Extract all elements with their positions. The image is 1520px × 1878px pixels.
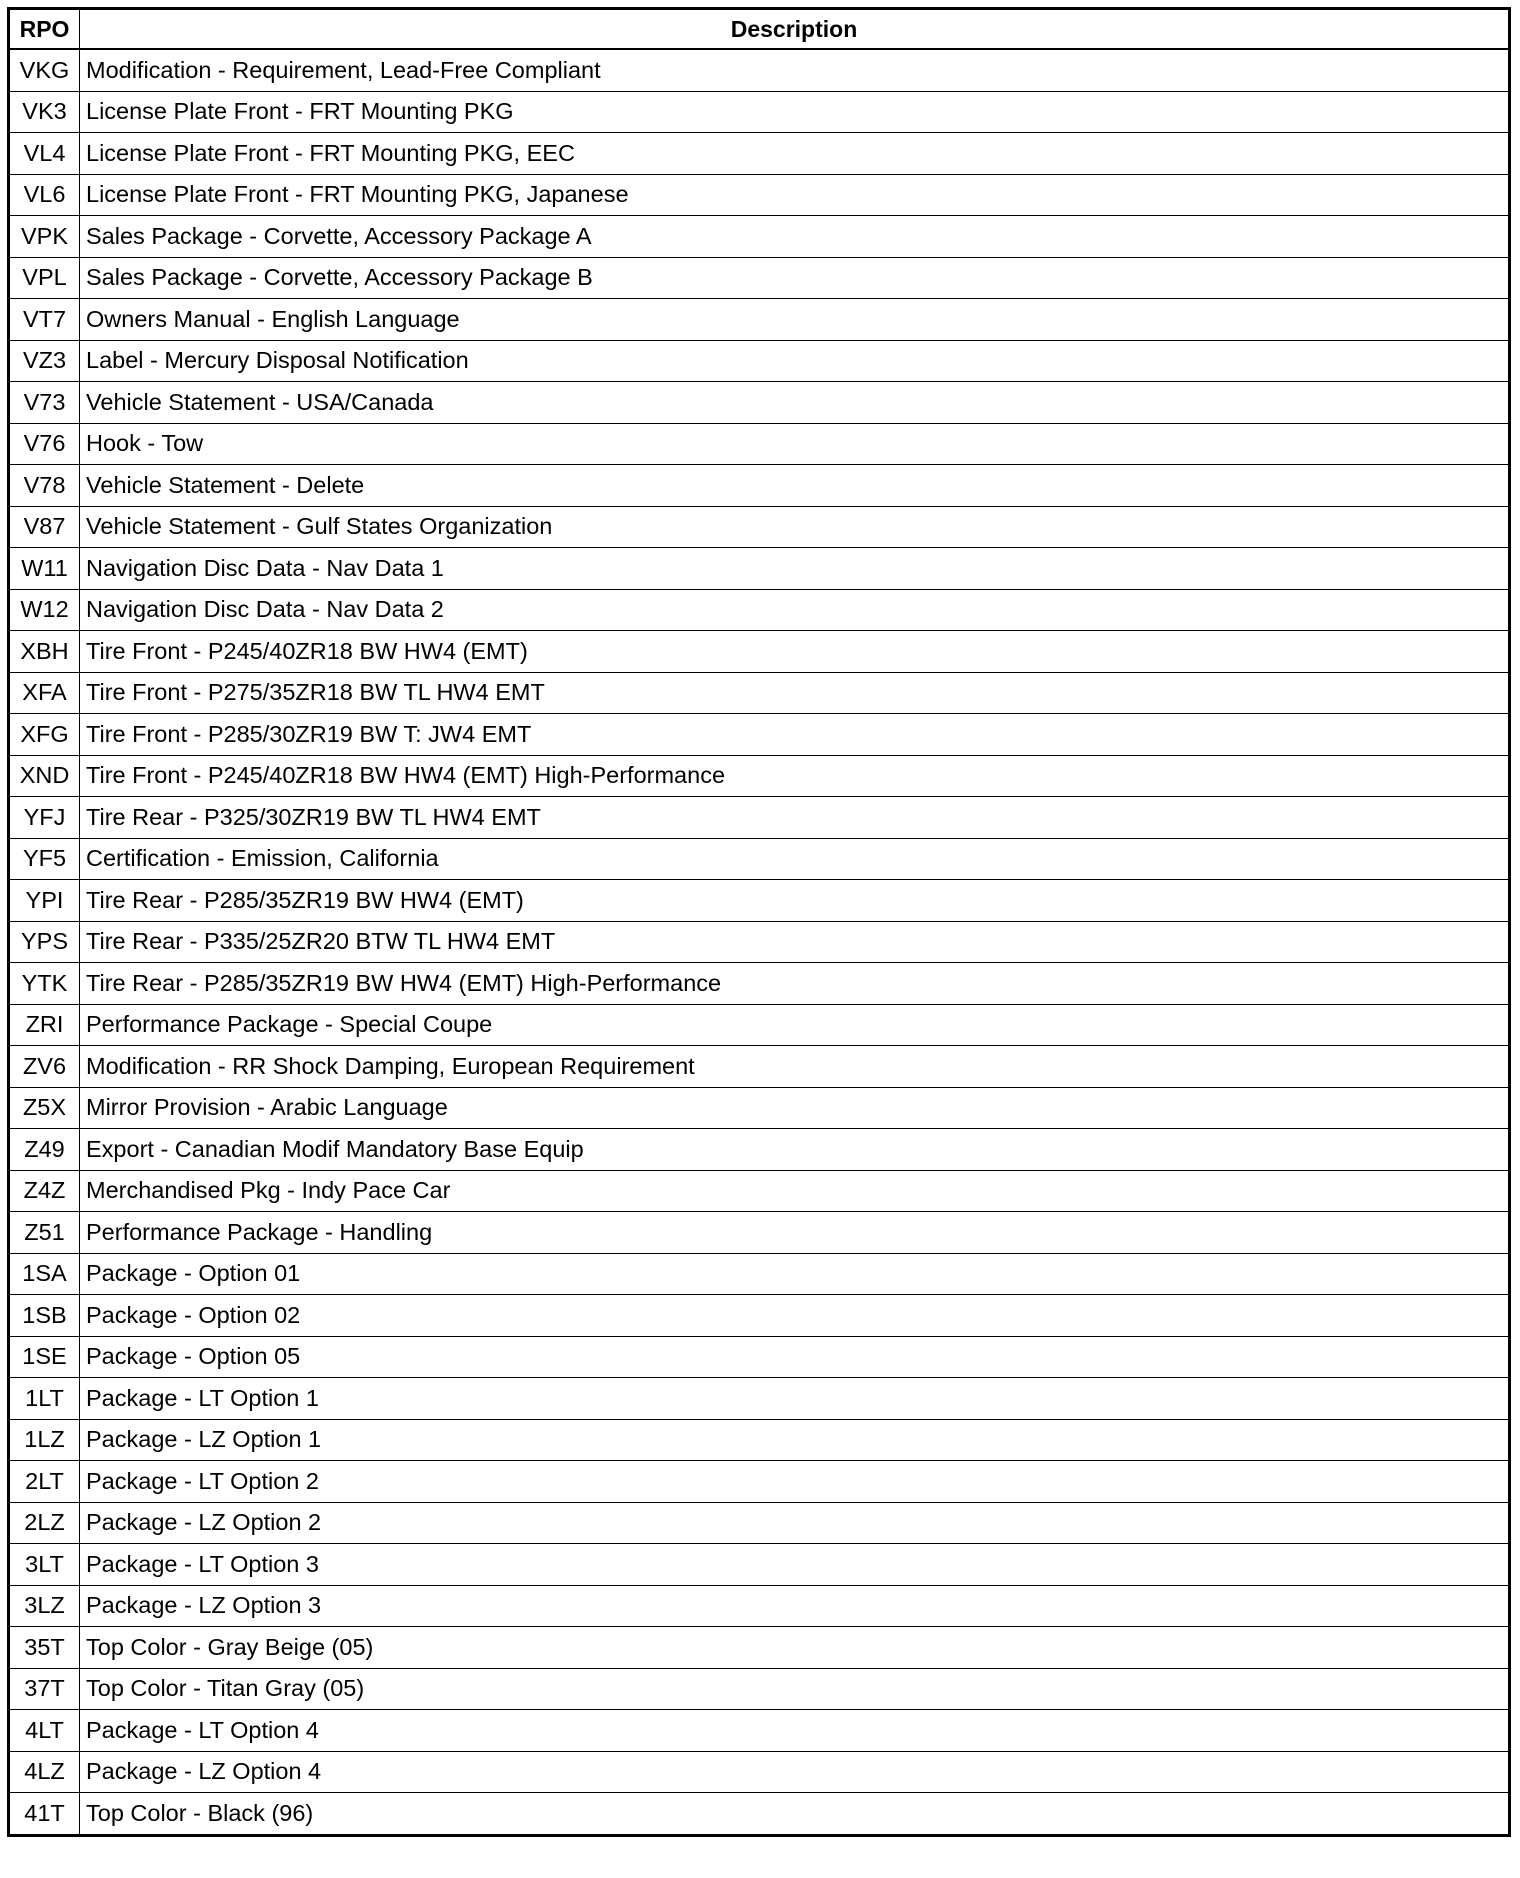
description-cell: Top Color - Black (96) [80, 1793, 1510, 1836]
rpo-code-cell: YTK [9, 963, 80, 1005]
description-cell: Package - Option 01 [80, 1253, 1510, 1295]
table-row [9, 257, 1510, 299]
rpo-code-cell: 1SA [9, 1253, 80, 1295]
table-row [9, 1336, 1510, 1378]
description-cell: Package - LZ Option 3 [80, 1585, 1510, 1627]
description-cell: Performance Package - Handling [80, 1212, 1510, 1254]
rpo-code-cell: 1LZ [9, 1419, 80, 1461]
table-row [9, 921, 1510, 963]
rpo-code-cell: Z5X [9, 1087, 80, 1129]
rpo-code-cell: VL4 [9, 133, 80, 175]
rpo-code-cell: Z51 [9, 1212, 80, 1254]
description-cell: Tire Front - P245/40ZR18 BW HW4 (EMT) [80, 631, 1510, 673]
description-cell: Vehicle Statement - Gulf States Organization [80, 506, 1510, 548]
header-rpo: RPO [9, 9, 80, 50]
description-cell: License Plate Front - FRT Mounting PKG [80, 91, 1510, 133]
rpo-code-cell: 35T [9, 1627, 80, 1669]
description-cell: Sales Package - Corvette, Accessory Package B [80, 257, 1510, 299]
description-cell: License Plate Front - FRT Mounting PKG, Japanese [80, 174, 1510, 216]
table-row [9, 1419, 1510, 1461]
description-cell: Tire Rear - P325/30ZR19 BW TL HW4 EMT [80, 797, 1510, 839]
table-row [9, 1129, 1510, 1171]
table-row [9, 631, 1510, 673]
table-row [9, 963, 1510, 1005]
rpo-code-cell: VK3 [9, 91, 80, 133]
description-cell: Package - LT Option 3 [80, 1544, 1510, 1586]
rpo-code-cell: YFJ [9, 797, 80, 839]
description-cell: Top Color - Gray Beige (05) [80, 1627, 1510, 1669]
table-row [9, 714, 1510, 756]
rpo-code-cell: XFA [9, 672, 80, 714]
table-body [9, 49, 1510, 1835]
description-cell: Package - LZ Option 4 [80, 1751, 1510, 1793]
rpo-code-cell: V78 [9, 465, 80, 507]
rpo-code-cell: 1LT [9, 1378, 80, 1420]
description-cell: Package - LT Option 1 [80, 1378, 1510, 1420]
rpo-code-cell: 37T [9, 1668, 80, 1710]
description-cell: Tire Front - P245/40ZR18 BW HW4 (EMT) High-Performance [80, 755, 1510, 797]
table-row [9, 423, 1510, 465]
description-cell: Tire Rear - P285/35ZR19 BW HW4 (EMT) [80, 880, 1510, 922]
description-cell: Mirror Provision - Arabic Language [80, 1087, 1510, 1129]
description-cell: Top Color - Titan Gray (05) [80, 1668, 1510, 1710]
table-row [9, 1046, 1510, 1088]
rpo-code-cell: 1SE [9, 1336, 80, 1378]
description-cell: License Plate Front - FRT Mounting PKG, EEC [80, 133, 1510, 175]
table-row [9, 589, 1510, 631]
table-row [9, 340, 1510, 382]
rpo-code-cell: YPS [9, 921, 80, 963]
table-row [9, 838, 1510, 880]
table-row [9, 49, 1510, 91]
table-row [9, 91, 1510, 133]
table-row [9, 1212, 1510, 1254]
table-row [9, 1295, 1510, 1337]
table-row [9, 382, 1510, 424]
description-cell: Modification - RR Shock Damping, European Requirement [80, 1046, 1510, 1088]
rpo-description-table [7, 7, 1511, 1837]
rpo-code-cell: 1SB [9, 1295, 80, 1337]
table-row [9, 1253, 1510, 1295]
rpo-code-cell: ZRI [9, 1004, 80, 1046]
table-row [9, 1378, 1510, 1420]
description-cell: Tire Front - P275/35ZR18 BW TL HW4 EMT [80, 672, 1510, 714]
rpo-code-cell: ZV6 [9, 1046, 80, 1088]
rpo-code-cell: VPK [9, 216, 80, 258]
table-header [9, 9, 1510, 50]
table-row [9, 1544, 1510, 1586]
description-cell: Sales Package - Corvette, Accessory Package A [80, 216, 1510, 258]
rpo-code-cell: W11 [9, 548, 80, 590]
description-cell: Certification - Emission, California [80, 838, 1510, 880]
rpo-code-cell: 41T [9, 1793, 80, 1836]
description-cell: Tire Rear - P285/35ZR19 BW HW4 (EMT) High-Performance [80, 963, 1510, 1005]
description-cell: Modification - Requirement, Lead-Free Compliant [80, 49, 1510, 91]
rpo-code-cell: V76 [9, 423, 80, 465]
rpo-code-cell: V87 [9, 506, 80, 548]
table-row [9, 216, 1510, 258]
table-row [9, 1710, 1510, 1752]
table-row [9, 1627, 1510, 1669]
table-row [9, 548, 1510, 590]
description-cell: Merchandised Pkg - Indy Pace Car [80, 1170, 1510, 1212]
description-cell: Tire Rear - P335/25ZR20 BTW TL HW4 EMT [80, 921, 1510, 963]
description-cell: Navigation Disc Data - Nav Data 1 [80, 548, 1510, 590]
description-cell: Vehicle Statement - Delete [80, 465, 1510, 507]
rpo-code-cell: XBH [9, 631, 80, 673]
table-row [9, 1751, 1510, 1793]
rpo-code-cell: 2LT [9, 1461, 80, 1503]
description-cell: Package - LT Option 4 [80, 1710, 1510, 1752]
description-cell: Tire Front - P285/30ZR19 BW T: JW4 EMT [80, 714, 1510, 756]
table-row [9, 465, 1510, 507]
rpo-code-cell: VPL [9, 257, 80, 299]
table-row [9, 1461, 1510, 1503]
description-cell: Export - Canadian Modif Mandatory Base Equip [80, 1129, 1510, 1171]
table-row [9, 133, 1510, 175]
rpo-code-cell: XFG [9, 714, 80, 756]
table-row [9, 880, 1510, 922]
description-cell: Package - Option 02 [80, 1295, 1510, 1337]
description-cell: Package - LZ Option 1 [80, 1419, 1510, 1461]
header-row [9, 9, 1510, 50]
rpo-code-cell: 2LZ [9, 1502, 80, 1544]
rpo-code-cell: Z49 [9, 1129, 80, 1171]
description-cell: Label - Mercury Disposal Notification [80, 340, 1510, 382]
table-row [9, 755, 1510, 797]
description-cell: Package - LZ Option 2 [80, 1502, 1510, 1544]
table-row [9, 299, 1510, 341]
rpo-code-cell: V73 [9, 382, 80, 424]
rpo-code-cell: VZ3 [9, 340, 80, 382]
rpo-code-cell: W12 [9, 589, 80, 631]
table-row [9, 1585, 1510, 1627]
rpo-code-cell: VL6 [9, 174, 80, 216]
description-cell: Hook - Tow [80, 423, 1510, 465]
rpo-code-cell: Z4Z [9, 1170, 80, 1212]
table-row [9, 797, 1510, 839]
table-row [9, 1004, 1510, 1046]
description-cell: Owners Manual - English Language [80, 299, 1510, 341]
rpo-code-cell: YF5 [9, 838, 80, 880]
description-cell: Vehicle Statement - USA/Canada [80, 382, 1510, 424]
rpo-code-cell: 3LT [9, 1544, 80, 1586]
description-cell: Package - LT Option 2 [80, 1461, 1510, 1503]
table-row [9, 1087, 1510, 1129]
rpo-code-cell: 3LZ [9, 1585, 80, 1627]
description-cell: Navigation Disc Data - Nav Data 2 [80, 589, 1510, 631]
description-cell: Package - Option 05 [80, 1336, 1510, 1378]
table-row [9, 1170, 1510, 1212]
table-row [9, 672, 1510, 714]
table-row [9, 174, 1510, 216]
rpo-code-cell: VKG [9, 49, 80, 91]
rpo-code-cell: 4LZ [9, 1751, 80, 1793]
table-row [9, 1502, 1510, 1544]
description-cell: Performance Package - Special Coupe [80, 1004, 1510, 1046]
rpo-code-cell: XND [9, 755, 80, 797]
rpo-code-cell: YPI [9, 880, 80, 922]
rpo-code-cell: 4LT [9, 1710, 80, 1752]
table-row [9, 1668, 1510, 1710]
table-row [9, 506, 1510, 548]
rpo-code-cell: VT7 [9, 299, 80, 341]
table-row [9, 1793, 1510, 1836]
header-description: Description [80, 9, 1510, 50]
